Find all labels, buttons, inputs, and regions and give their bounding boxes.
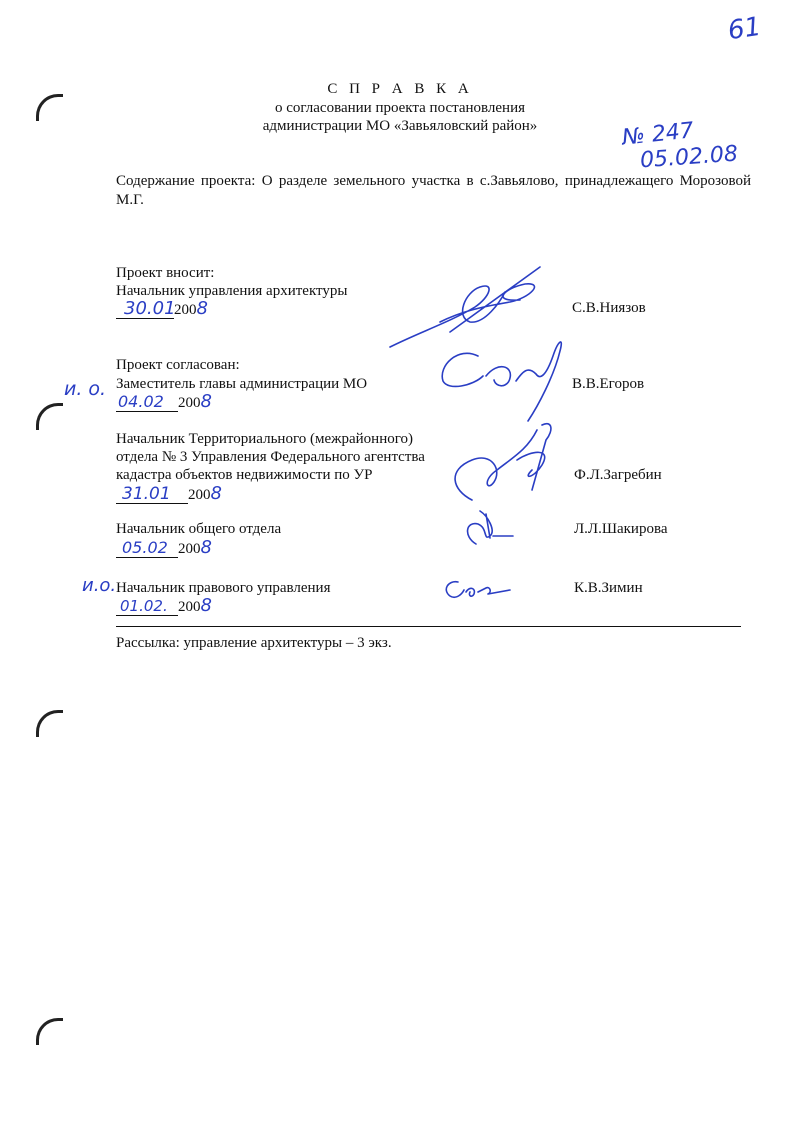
document-subtitle-line2: администрации МО «Завьяловский район» [262,118,538,134]
block1-position: Начальник управления архитектуры [116,283,348,299]
block3-position-line2: отдела № 3 Управления Федерального агентства [116,449,425,465]
block5-year-hand: 8 [200,595,212,616]
block5-hand-date: 01.02. [120,597,168,615]
block2-heading: Проект согласован: [116,357,240,373]
signature-zimin [440,572,520,608]
block5-year-prefix: 200 [178,599,201,615]
document-title: С П Р А В К А [327,81,473,97]
block1-year-prefix: 200 [174,302,197,318]
block4-date-line [116,538,212,559]
block2-year-hand: 8 [200,391,212,412]
project-content: Содержание проекта: О разделе земельного участка в с.Завьялово, принадлежащего Морозовой М.Г. [116,173,751,208]
block5-name: К.В.Зимин [574,580,643,596]
signature-shakirova [458,506,528,551]
block3-year-hand: 8 [210,483,222,504]
block1-date-line [116,299,208,320]
block2-date-line [116,392,212,413]
signature-zagrebin [442,420,572,510]
block5-position: Начальник правового управления [116,580,331,596]
punch-hole-mark [36,403,63,430]
distribution-note: Рассылка: управление архитектуры – 3 экз. [116,635,392,651]
block4-hand-date: 05.02 [122,538,168,557]
block4-position: Начальник общего отдела [116,521,282,537]
document-subtitle-line1: о согласовании проекта постановления [274,100,526,116]
block3-name: Ф.Л.Загребин [574,467,662,483]
block4-year-hand: 8 [200,537,212,558]
block1-hand-date: 30.01 [124,298,176,319]
block2-hand-date: 04.02 [118,392,164,411]
punch-hole-mark [36,710,63,737]
block4-year-prefix: 200 [178,541,201,557]
block1-heading: Проект вносит: [116,265,215,281]
block2-margin-note: и. о. [64,378,107,400]
block3-hand-date: 31.01 [122,484,171,504]
block2-year-prefix: 200 [178,395,201,411]
block5-date-line [116,596,212,617]
corner-page-number: 61 [726,11,764,47]
registration-number: № 247 [620,118,695,151]
block2-name: В.В.Егоров [572,376,645,392]
registration-date: 05.02.08 [639,141,739,174]
punch-hole-mark [36,1018,63,1045]
block3-position-line3: кадастра объектов недвижимости по УР [116,467,373,483]
block5-margin-note: и.о. [82,575,117,596]
signature-egorov [428,336,578,426]
block3-position-line1: Начальник Территориального (межрайонного) [116,431,413,447]
block4-name: Л.Л.Шакирова [574,521,668,537]
block2-position: Заместитель главы администрации МО [116,376,368,392]
divider-line [116,626,741,627]
block3-date-line [116,484,222,505]
block1-name: С.В.Ниязов [572,300,646,316]
block1-year-hand: 8 [196,298,208,319]
block3-year-prefix: 200 [188,487,211,503]
